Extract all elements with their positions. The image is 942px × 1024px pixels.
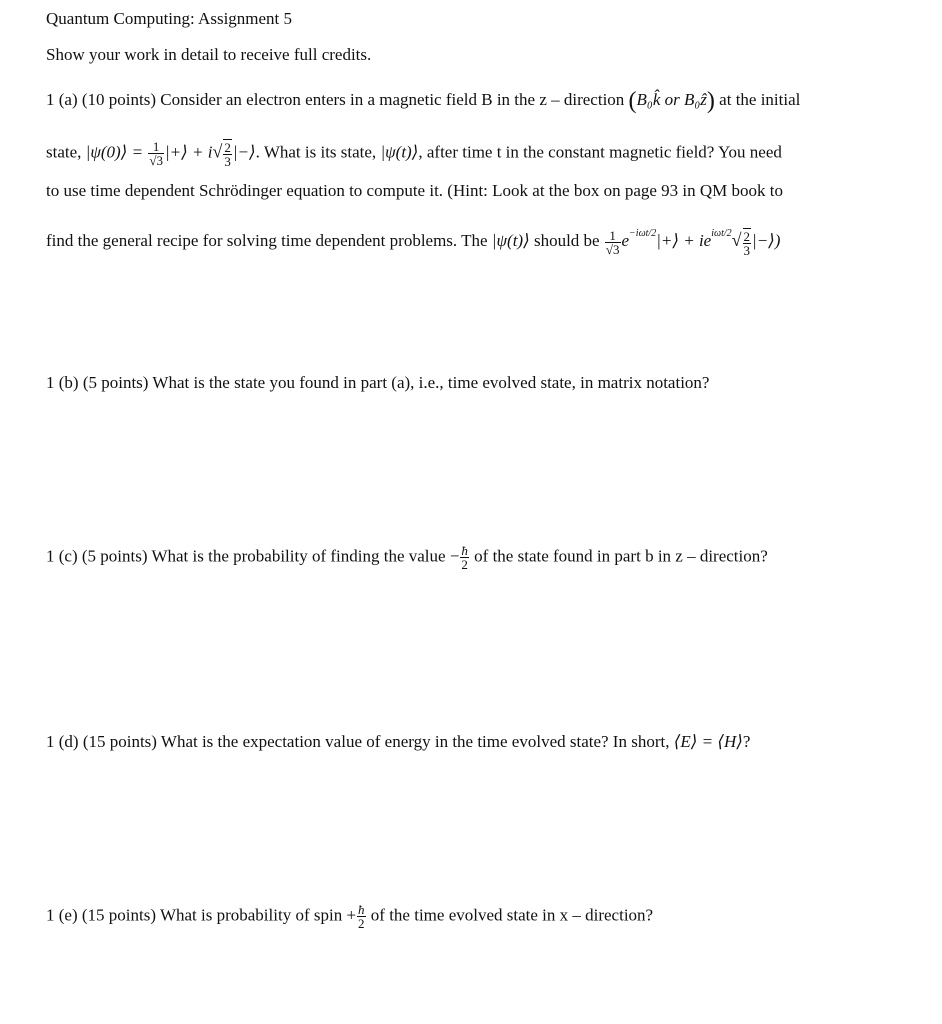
question-1a-text-end: at the initial (719, 90, 801, 109)
question-1a-line2: state, |ψ(0)⟩ = $\frac{1}{√3}$ |+⟩ + i√ $\frac{2}{3}$ |−⟩. What is its state, |ψ(t)⟩, after time t in the constant magnetic field? You need (46, 139, 782, 169)
question-1c: 1 (c) (5 points) What is the probability of finding the value − $\frac{ħ}{2}$ of the state found in part b in z – direction? (46, 543, 768, 572)
question-1d: 1 (d) (15 points) What is the expectation value of energy in the time evolved state? In short, ⟨E⟩ = ⟨H⟩? (46, 732, 751, 751)
fraction-one-over-root3-answer: $\frac{1}{√3}$ (605, 227, 620, 257)
initial-state-label: |ψ(0)⟩ = (85, 142, 148, 162)
exponential-term: $e^{-i\omega t/2}$ (621, 228, 657, 250)
fraction-one-over-root3: $\frac{1}{√3}$ (149, 139, 163, 168)
question-1a-line3: to use time dependent Schrödinger equation to compute it. (Hint: Look at the box on page 93 in QM book to (46, 181, 784, 200)
assignment-title: Quantum Computing: Assignment 5 (46, 9, 293, 28)
magnetic-field-expression: B₀k̂ or B₀ẑ (636, 90, 707, 109)
fraction-hbar-over-2: $\frac{ħ}{2}$ (461, 543, 468, 572)
question-1a-line1: 1 (a) (10 points) Consider an electron enters in a magnetic field B in the z – direction (B₀k̂ or B₀ẑ) at the initial (46, 88, 801, 115)
energy-expectation-formula: ⟨E⟩ = ⟨H⟩ (673, 732, 743, 751)
question-1e: 1 (e) (15 points) What is probability of spin + $\frac{ħ}{2}$ of the time evolved state in x – direction? (46, 902, 654, 931)
question-1a-line4: find the general recipe for solving time dependent problems. The |ψ(t)⟩ should be $\frac{1}{√3}$ $e^{-i\omega t/2}|+⟩ + ie^{i\omega t/2}√$ $\frac{2}{3}$ |−⟩) (46, 227, 781, 258)
assignment-instructions: Show your work in detail to receive full credits. (46, 45, 372, 64)
time-state-label: |ψ(t)⟩ (380, 142, 419, 162)
fraction-root-two-thirds: $\frac{2}{3}$ (224, 140, 231, 169)
question-1a-text: 1 (a) (10 points) Consider an electron enters in a magnetic field B in the z – direction (46, 90, 625, 109)
fraction-hbar-over-2-spin: $\frac{ħ}{2}$ (358, 902, 365, 931)
question-1b: 1 (b) (5 points) What is the state you found in part (a), i.e., time evolved state, in matrix notation? (46, 373, 710, 392)
